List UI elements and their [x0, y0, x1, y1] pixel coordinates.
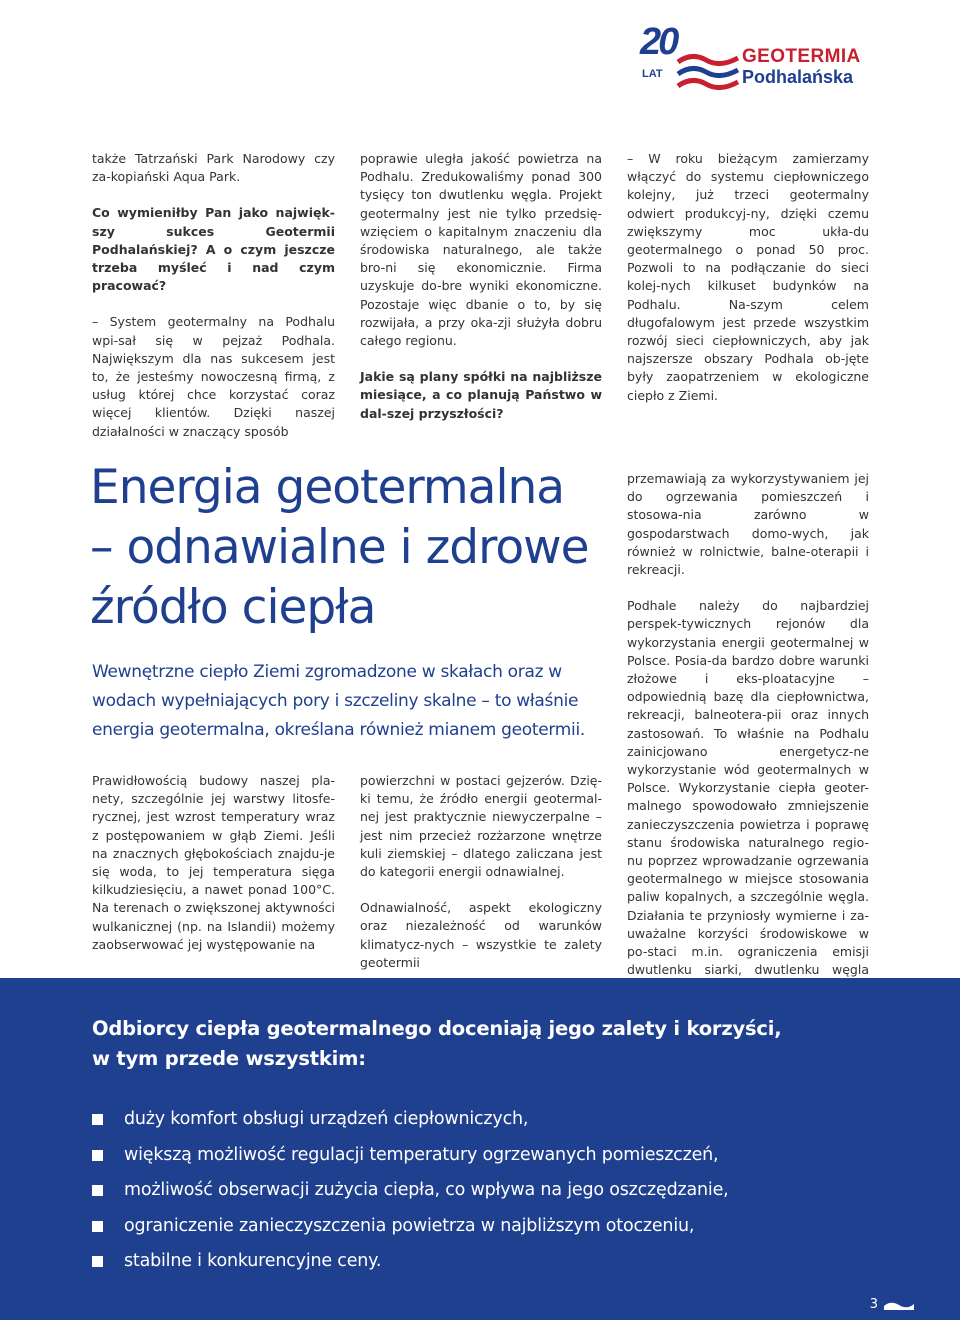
benefits-box	[0, 978, 960, 1320]
geotermia-logo	[640, 20, 880, 90]
list-item-text: większą możliwość regulacji temperatury ogrzewanych pomieszczeń,	[124, 1144, 719, 1165]
paragraph: Prawidłowością budowy naszej pla-nety, szczególnie jej warstwy litosfe-rycznej, jest wzrost temperatury wraz z postępowaniem w głąb Ziemi. Jeśli na znacznych głębokościach znajdu-je się woda, to jej temperatura sięga kilkudziesięciu, a nawet ponad 100°C. Na terenach o zwiększonej aktywności wulkanicznej (np. na Islandii) możemy zaobserwować jej występowanie na	[92, 773, 335, 952]
paragraph: – W roku bieżącym zamierzamy włączyć do systemu ciepłowniczego kolejny, już trzeci geotermalny odwiert produkcyj-ny, dzięki czemu zwiększymy moc ukła-du geotermalnego o ponad 50 proc. Pozwoli to na podłączanie do sieci kolej-nych kilkuset budynków na Podhalu. Na-szym celem długofalowym jest przede wszystkim rozwój sieci ciepłowniczych, aby jak najszersze obszary Podhala ob-jęte były zaopatrzeniem w ekologiczne ciepło z Ziemi.	[627, 151, 869, 403]
logo-wordmark	[742, 47, 861, 87]
bullet-square-icon	[92, 1221, 103, 1232]
bullet-square-icon	[92, 1185, 103, 1196]
benefits-title-line: w tym przede wszystkim:	[92, 1047, 366, 1070]
paragraph: – System geotermalny na Podhalu wpi-sał się w pejzaż Podhala. Największym dla nas sukcesem jest to, że jesteśmy nowoczesną firmą, z usług której chce korzystać coraz więcej klientów. Dzięki naszej działalności w znaczący sposób	[92, 314, 335, 439]
interview-question: Co wymieniłby Pan jako najwięk-szy sukces Geotermii Podhalańskiej? A o czym jeszcze trzeba myśleć i nad czym pracować?	[92, 205, 335, 294]
logo-waves-icon	[676, 52, 740, 92]
interview-column-1	[92, 150, 335, 441]
headline-line: źródło ciepła	[90, 580, 376, 635]
list-item	[92, 1102, 729, 1138]
article-column-2	[360, 772, 602, 972]
benefits-title	[92, 1014, 852, 1074]
logo-line-podhalanska: Podhalańska	[742, 67, 854, 87]
paragraph: poprawie uległa jakość powietrza na Podhalu. Zredukowaliśmy ponad 300 tysięcy ton dwutlenku węgla. Projekt geotermalny jest nie tylko przedsię-wzięciem o kapitalnym znaczeniu dla środowiska naturalnego, ale także bro-ni się ekonomicznie. Firma uzyskuje do-bre wyniki ekonomiczne. Pozostaje więc dbanie o to, by się rozwijała, a przy oka-zji służyła dobru całego regionu.	[360, 151, 602, 349]
paragraph: Podhale należy do najbardziej perspek-tywicznych rejonów dla wykorzystania energii geotermalnej w Polsce. Posia-da bardzo dobre warunki złożowe i eks-ploatacyjne – odpowiednią bazę dla ciepłownictwa, rekreacji, balneotera-pii oraz innych zastosowań. To właśnie na Podhalu zainicjowano energetycz-ne wykorzystanie wód geotermalnych w Polsce. Wykorzystanie ciepła geoter-malnego spowodowało zmniejszenie zanieczyszczenia powietrza i poprawę stanu środowiska naturalnego regio-nu poprzez wprowadzanie ogrzewania geotermalnego w miejsce stosowania paliw kopalnych, a szczególnie węgla. Działania te przyniosły wymierne i za-uważalne korzyści środowiskowe w po-staci m.in. ograniczenia emisji dwutlenku siarki, dwutlenku węgla	[627, 598, 869, 978]
interview-column-2	[360, 150, 602, 423]
paragraph: także Tatrzański Park Narodowy czy za-kopiański Aqua Park.	[92, 151, 335, 185]
article-lead: Wewnętrzne ciepło Ziemi zgromadzone w skałach oraz w wodach wypełniających pory i szczeliny skalne – to właśnie energia geotermalna, określana również mianem geotermii.	[92, 662, 585, 740]
logo-anniversary-number: 20	[640, 21, 677, 63]
bullet-square-icon	[92, 1256, 103, 1267]
list-item	[92, 1138, 729, 1174]
article-column-1	[92, 772, 335, 954]
benefits-list	[92, 1102, 729, 1280]
bullet-square-icon	[92, 1114, 103, 1125]
list-item-text: duży komfort obsługi urządzeń ciepłowniczych,	[124, 1109, 529, 1130]
page-number	[870, 1297, 914, 1312]
bullet-square-icon	[92, 1150, 103, 1161]
headline-line: Energia geotermalna	[90, 460, 565, 515]
article-headline	[90, 458, 610, 638]
interview-column-3	[627, 150, 869, 405]
logo-line-geotermia: GEOTERMIA	[742, 46, 861, 67]
paragraph: Odnawialność, aspekt ekologiczny oraz niezależność od warunków klimatycz-nych – wszystkie te zalety geotermii	[360, 900, 602, 970]
wave-mark-icon	[884, 1300, 914, 1310]
list-item	[92, 1244, 729, 1280]
list-item	[92, 1209, 729, 1245]
article-column-3	[627, 470, 869, 998]
list-item	[92, 1173, 729, 1209]
page-number-text: 3	[869, 1297, 878, 1312]
list-item-text: stabilne i konkurencyjne ceny.	[124, 1251, 382, 1272]
headline-line: – odnawialne i zdrowe	[90, 520, 589, 575]
paragraph: powierzchni w postaci gejzerów. Dzię-ki temu, że źródło energii geotermal-nej jest praktycznie niewyczerpalne – jest nim przecież rozżarzone wnętrze kuli ziemskiej – dlatego zaliczana jest do kategorii energii odnawialnej.	[360, 773, 602, 880]
list-item-text: możliwość obserwacji zużycia ciepła, co wpływa na jego oszczędzanie,	[124, 1180, 729, 1201]
benefits-title-line: Odbiorcy ciepła geotermalnego doceniają jego zalety i korzyści,	[92, 1017, 782, 1040]
interview-question: Jakie są plany spółki na najbliższe miesiące, a co planują Państwo w dal-szej przyszłości?	[360, 369, 602, 421]
logo-anniversary-lat: LAT	[642, 68, 663, 80]
list-item-text: ograniczenie zanieczyszczenia powietrza w najbliższym otoczeniu,	[124, 1215, 695, 1236]
paragraph: przemawiają za wykorzystywaniem jej do ogrzewania pomieszczeń i stosowa-nia zarówno w gospodarstwach domo-wych, jak również w rolnictwie, balne-oterapii i rekreacji.	[627, 471, 869, 578]
